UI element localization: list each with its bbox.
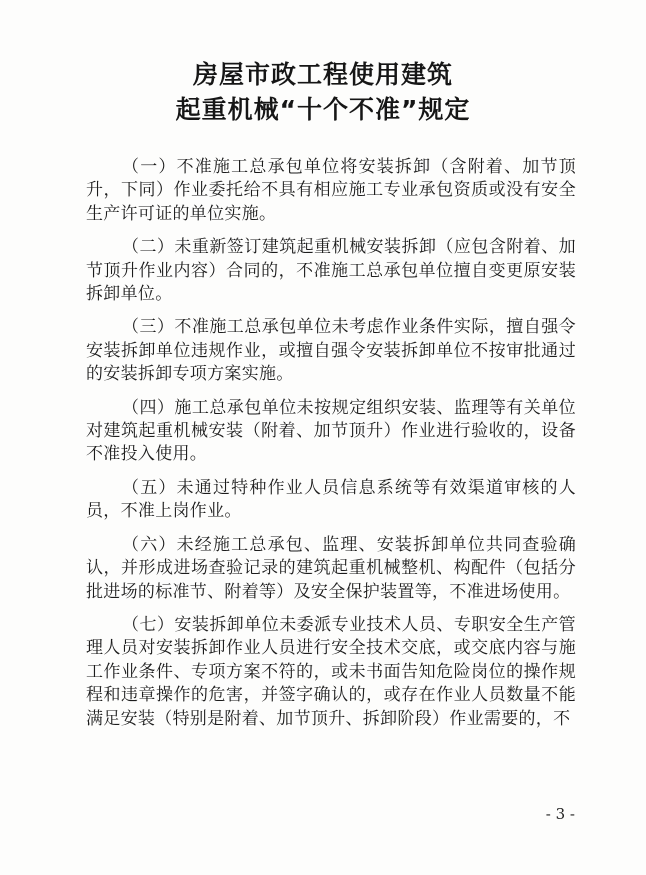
paragraph-5: （五）未通过特种作业人员信息系统等有效渠道审核的人员，不准上岗作业。 — [86, 477, 576, 522]
document-title-line-2: 起重机械“十个不准”规定 — [175, 95, 471, 124]
page-number: - 3 - — [545, 805, 575, 823]
document-title-line-1: 房屋市政工程使用建筑 — [192, 60, 453, 89]
paragraph-6: （六）未经施工总承包、监理、安装拆卸单位共同查验确认，并形成进场查验记录的建筑起重机械整机、构配件（包括分批进场的标准节、附着等）及安全保护装置等，不准进场使用。 — [86, 534, 576, 602]
paragraph-4: （四）施工总承包单位未按规定组织安装、监理等有关单位对建筑起重机械安装（附着、加节顶升）作业进行验收的，设备不准投入使用。 — [86, 397, 576, 465]
paragraph-1: （一）不准施工总承包单位将安装拆卸（含附着、加节顶升，下同）作业委托给不具有相应施工专业承包资质或没有安全生产许可证的单位实施。 — [86, 157, 576, 224]
paragraph-3: （三）不准施工总承包单位未考虑作业条件实际，擅自强令安装拆卸单位违规作业，或擅自强令安装拆卸单位不按审批通过的安装拆卸专项方案实施。 — [86, 317, 576, 385]
paragraph-2: （二）未重新签订建筑起重机械安装拆卸（应包含附着、加节顶升作业内容）合同的，不准施工总承包单位擅自变更原安装拆卸单位。 — [86, 237, 576, 305]
document-body — [86, 156, 576, 741]
paragraph-7: （七）安装拆卸单位未委派专业技术人员、专职安全生产管理人员对安装拆卸作业人员进行安全技术交底，或交底内容与施工作业条件、专项方案不符的，或未书面告知危险岗位的操作规程和违章操作的危害，并签字确认的，或存在作业人员数量不能满足安装（特别是附着、加节顶升、拆卸阶段）作业需要的，不 — [86, 614, 576, 729]
